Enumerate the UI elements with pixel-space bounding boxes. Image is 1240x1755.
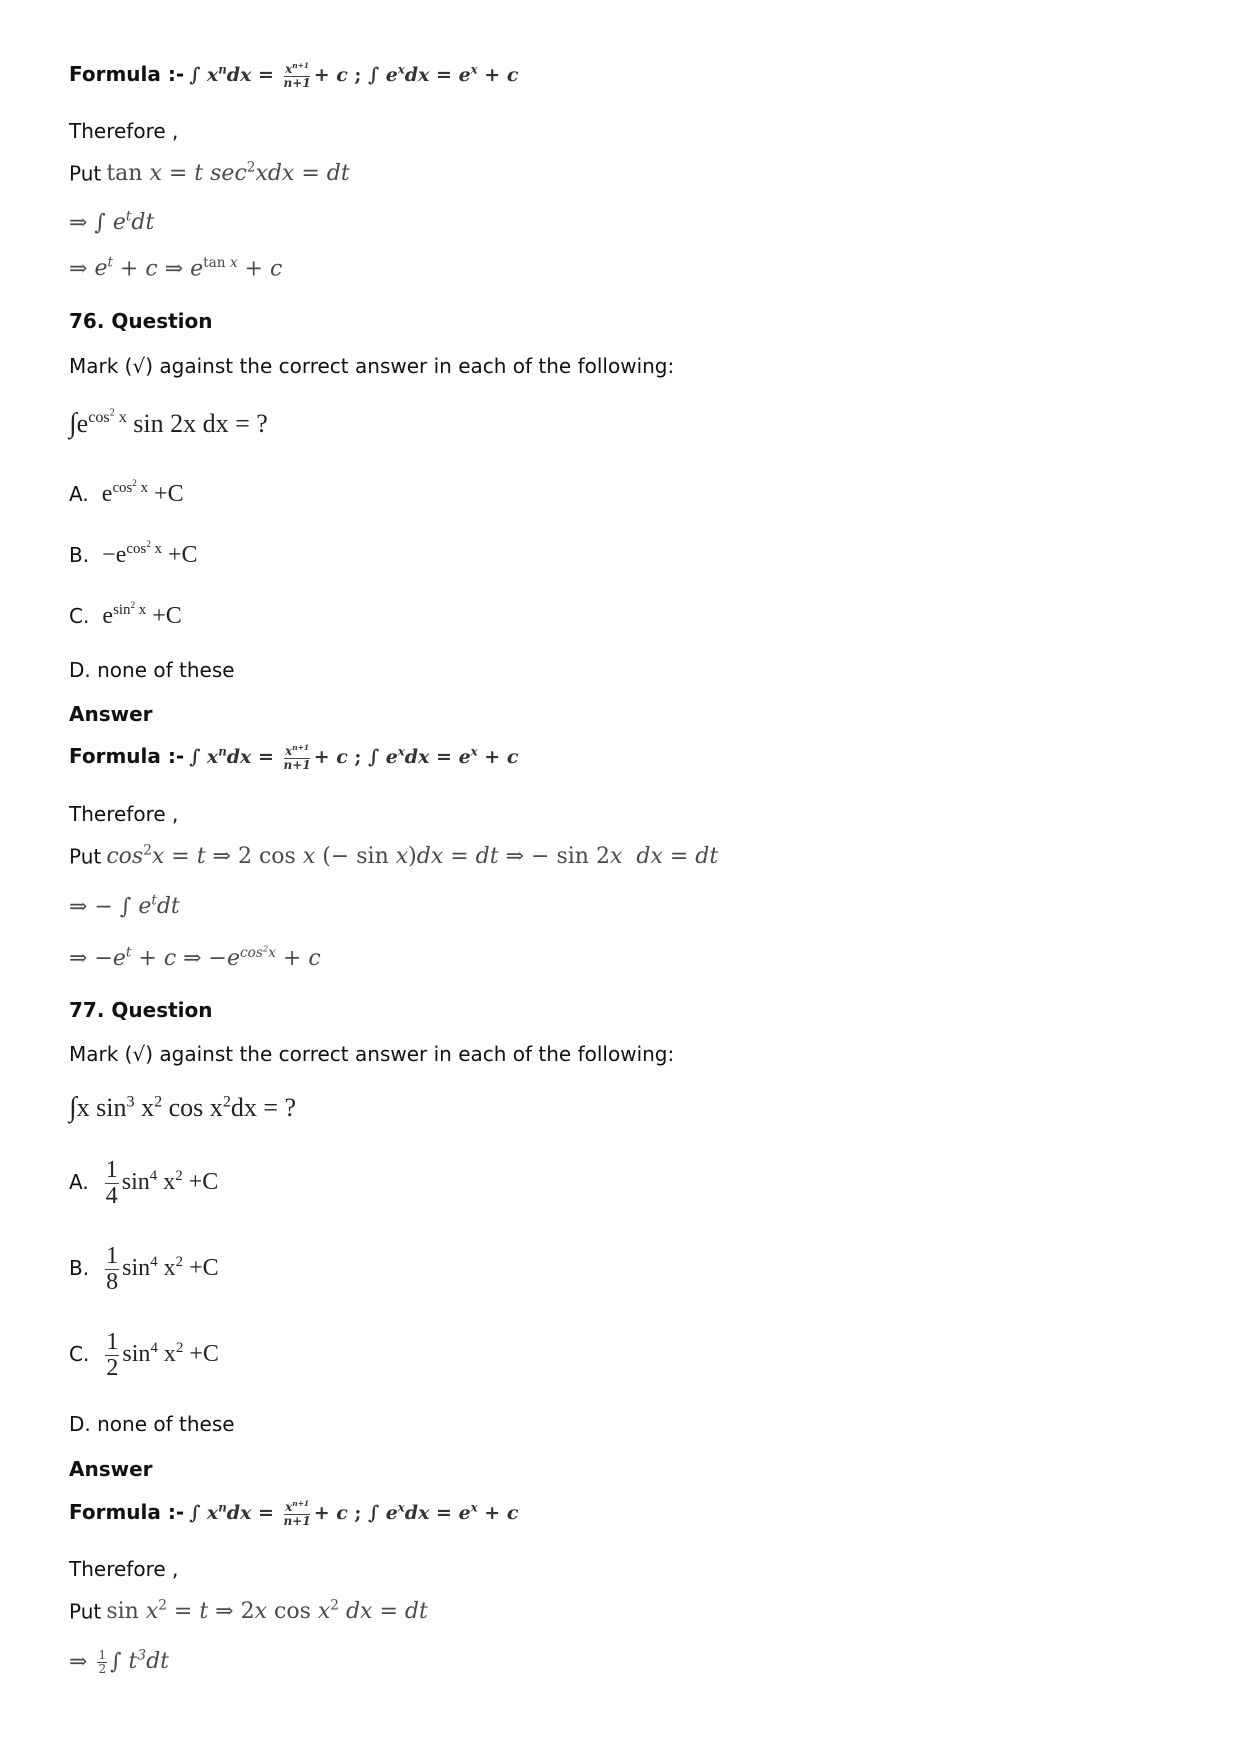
option-b[interactable]: B. $\frac{1}{8}$ $\sin^4 x^2 +C$ — [69, 1243, 219, 1296]
formula-math: ∫ $x^ndx$ = $\frac{x^{n+1}}{n+1}$ + c ; ∫ $e^xdx = e^x + c$ — [189, 1499, 519, 1528]
formula-line — [69, 1500, 518, 1528]
option-math: $-e^{cos^2 x} +C$ — [102, 539, 198, 568]
step-line: ⇒ $e^t + c$ ⇒ $e^{tan x} + c$ — [69, 255, 283, 282]
substitution-math: $\cos^2x = t$ ⇒ 2 cos x (− sin x)dx = dt ⇒ − sin 2x dx = dt — [106, 843, 719, 870]
option-math: $e^{cos^2 x} +C$ — [101, 478, 184, 507]
formula-label: Formula :- — [69, 744, 185, 768]
put-word: Put — [69, 1599, 102, 1624]
formula-math: ∫ $x^ndx$ = $\frac{x^{n+1}}{n+1}$ + c ; ∫ $e^xdx = e^x + c$ — [189, 61, 519, 90]
option-c[interactable]: C. $e^{sin^2 x} +C$ — [69, 600, 182, 629]
substitution-math: $\sin x^2 = t$ ⇒ 2x $\cos x^2$ dx = dt — [106, 1598, 428, 1625]
option-math: $\frac{1}{4}$ $\sin^4 x^2 +C$ — [105, 1157, 219, 1210]
formula-label: Formula :- — [69, 62, 185, 86]
option-b[interactable]: B. $-e^{cos^2 x} +C$ — [69, 539, 198, 568]
question-instruction: Mark (√) against the correct answer in each of the following: — [69, 354, 675, 378]
put-word: Put — [69, 844, 102, 869]
option-d[interactable]: D. none of these — [69, 658, 235, 682]
question-heading: 76. Question — [69, 309, 213, 333]
option-math: $\frac{1}{2}$ $\sin^4 x^2 +C$ — [106, 1329, 219, 1382]
step-line: ⇒ − ∫ $e^tdt$ — [69, 893, 180, 920]
option-c[interactable]: C. $\frac{1}{2}$ $\sin^4 x^2 +C$ — [69, 1329, 219, 1382]
option-a[interactable]: A. $e^{cos^2 x} +C$ — [69, 478, 184, 507]
therefore-text: Therefore , — [69, 1557, 179, 1581]
question-heading: 77. Question — [69, 998, 213, 1022]
option-math: $\frac{1}{8}$ $\sin^4 x^2 +C$ — [106, 1243, 219, 1296]
substitution-line — [69, 843, 718, 869]
option-a[interactable]: A. $\frac{1}{4}$ $\sin^4 x^2 +C$ — [69, 1157, 219, 1210]
formula-line — [69, 62, 518, 90]
therefore-text: Therefore , — [69, 802, 179, 826]
step-line: ⇒ $\frac{1}{2}$ ∫ $t^3dt$ — [69, 1648, 169, 1676]
substitution-math: tan x = t $\sec^2xdx$ = dt — [106, 160, 350, 187]
step-line: ⇒ ∫ $e^tdt$ — [69, 209, 155, 236]
step-line: ⇒ $-e^t + c$ ⇒ $-e^{cos^2x} + c$ — [69, 943, 321, 971]
question-instruction: Mark (√) against the correct answer in each of the following: — [69, 1042, 675, 1066]
therefore-text: Therefore , — [69, 119, 179, 143]
question-integral: $\int e^{cos^2 x}$ sin 2x dx = ? — [69, 408, 268, 440]
answer-label: Answer — [69, 702, 153, 726]
question-integral: ∫x $\sin^3 x^2$ $\cos x^2dx$ = ? — [69, 1092, 297, 1123]
option-d[interactable]: D. none of these — [69, 1412, 235, 1436]
put-word: Put — [69, 161, 102, 186]
answer-label: Answer — [69, 1457, 153, 1481]
formula-math: ∫ $x^ndx$ = $\frac{x^{n+1}}{n+1}$ + c ; ∫ $e^xdx = e^x + c$ — [189, 743, 519, 772]
option-math: $e^{sin^2 x} +C$ — [102, 600, 182, 629]
substitution-line — [69, 160, 350, 186]
formula-label: Formula :- — [69, 1500, 185, 1524]
formula-line — [69, 744, 518, 772]
substitution-line — [69, 1598, 428, 1624]
